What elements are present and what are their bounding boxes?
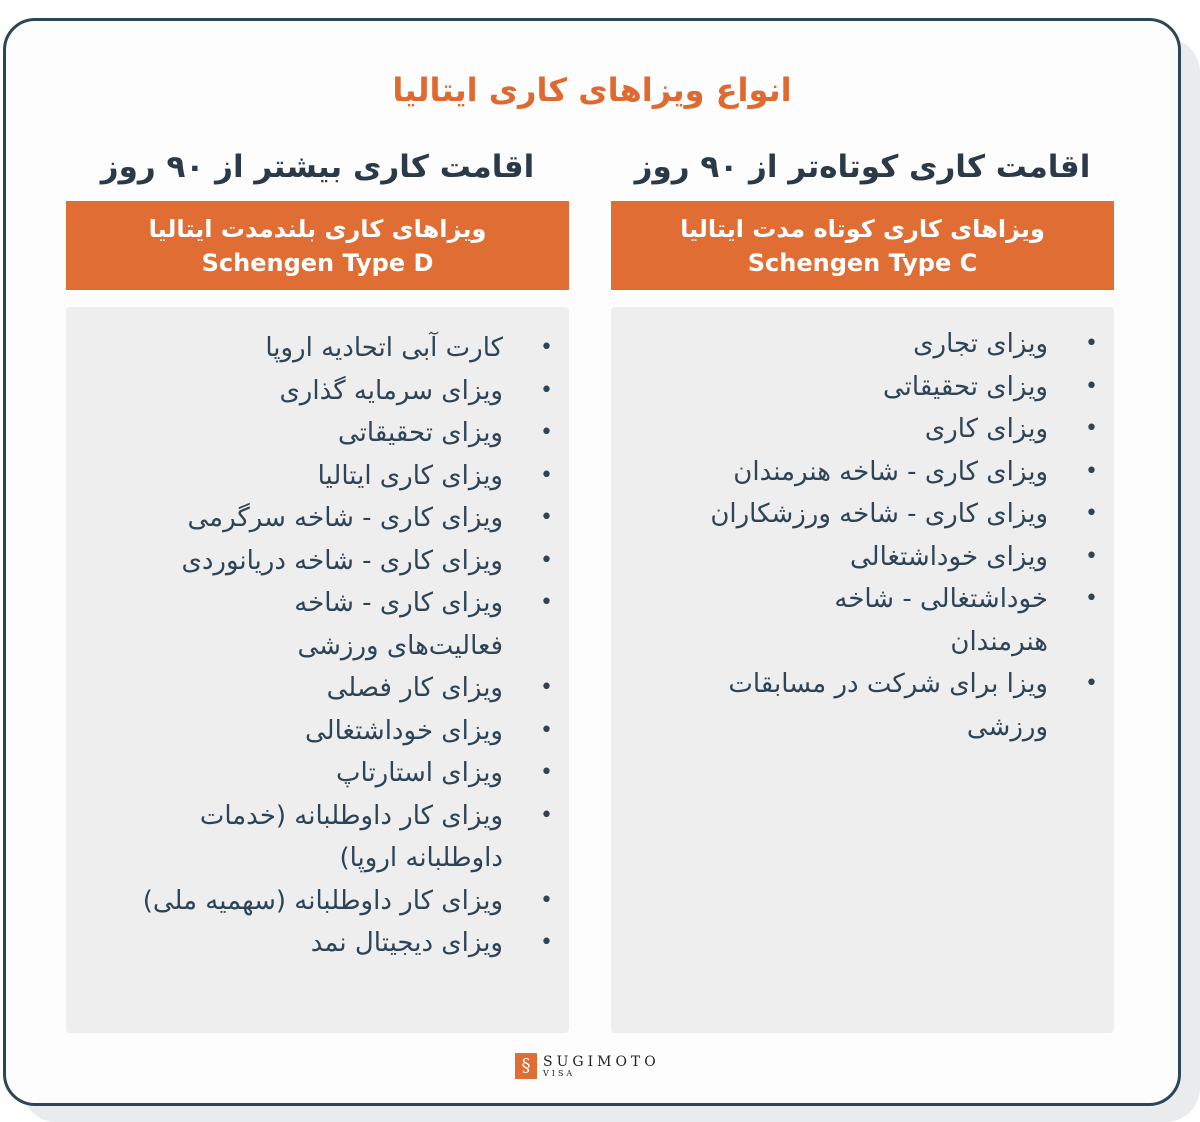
list-item: • ویزای استارتاپ [108,752,503,795]
long-stay-list [66,307,569,965]
long-stay-heading: اقامت کاری بیشتر از ۹۰ روز [100,149,535,185]
list-item: • ویزای کاری - شاخه ورزشکاران [647,493,1048,536]
short-stay-heading: اقامت کاری کوتاه‌تر از ۹۰ روز [634,149,1091,185]
infographic-card [3,18,1181,1106]
list-item: • ویزای تجاری [647,323,1048,366]
logo-name: SUGIMOTO [543,1053,660,1070]
list-item: • ویزای کاری - شاخه فعالیت‌های ورزشی [203,582,503,667]
list-item: • ویزای کار داوطلبانه (سهمیه ملی) [108,880,503,923]
short-stay-list [611,307,1114,748]
list-item: • ویزای کاری - شاخه دریانوردی [108,540,503,583]
banner-title-fa: ویزاهای کاری کوتاه مدت ایتالیا [680,214,1045,243]
list-item: • کارت آبی اتحادیه اروپا [108,327,503,370]
short-stay-banner [611,201,1114,290]
sugimoto-logo [515,1053,660,1079]
list-item: • ویزای تحقیقاتی [647,366,1048,409]
list-item: • ویزای کار فصلی [108,667,503,710]
list-item: • ویزای دیجیتال نمد [108,922,503,965]
list-item: • ویزای کار داوطلبانه (خدمات داوطلبانه اروپا) [108,795,503,880]
logo-mark-icon: § [515,1053,537,1079]
page-title: انواع ویزاهای کاری ایتالیا [392,71,792,109]
list-item: • ویزای خوداشتغالی [647,536,1048,579]
list-item: • ویزای سرمایه گذاری [108,370,503,413]
banner-title-fa: ویزاهای کاری بلندمدت ایتالیا [148,214,487,243]
list-item: • خوداشتغالی - شاخه هنرمندان [748,578,1048,663]
long-stay-panel [66,307,569,1033]
list-item: • ویزای کاری ایتالیا [108,455,503,498]
banner-title-en: Schengen Type C [747,248,978,277]
list-item: • ویزای خوداشتغالی [108,710,503,753]
list-item: • ویزای کاری - شاخه هنرمندان [647,451,1048,494]
long-stay-banner [66,201,569,290]
list-item: • ویزای کاری - شاخه سرگرمی [108,497,503,540]
list-item: • ویزا برای شرکت در مسابقات ورزشی [647,663,1048,748]
list-item: • ویزای تحقیقاتی [108,412,503,455]
logo-sub: VISA [543,1068,576,1078]
banner-title-en: Schengen Type D [201,248,434,277]
short-stay-panel [611,307,1114,1033]
list-item: • ویزای کاری [647,408,1048,451]
